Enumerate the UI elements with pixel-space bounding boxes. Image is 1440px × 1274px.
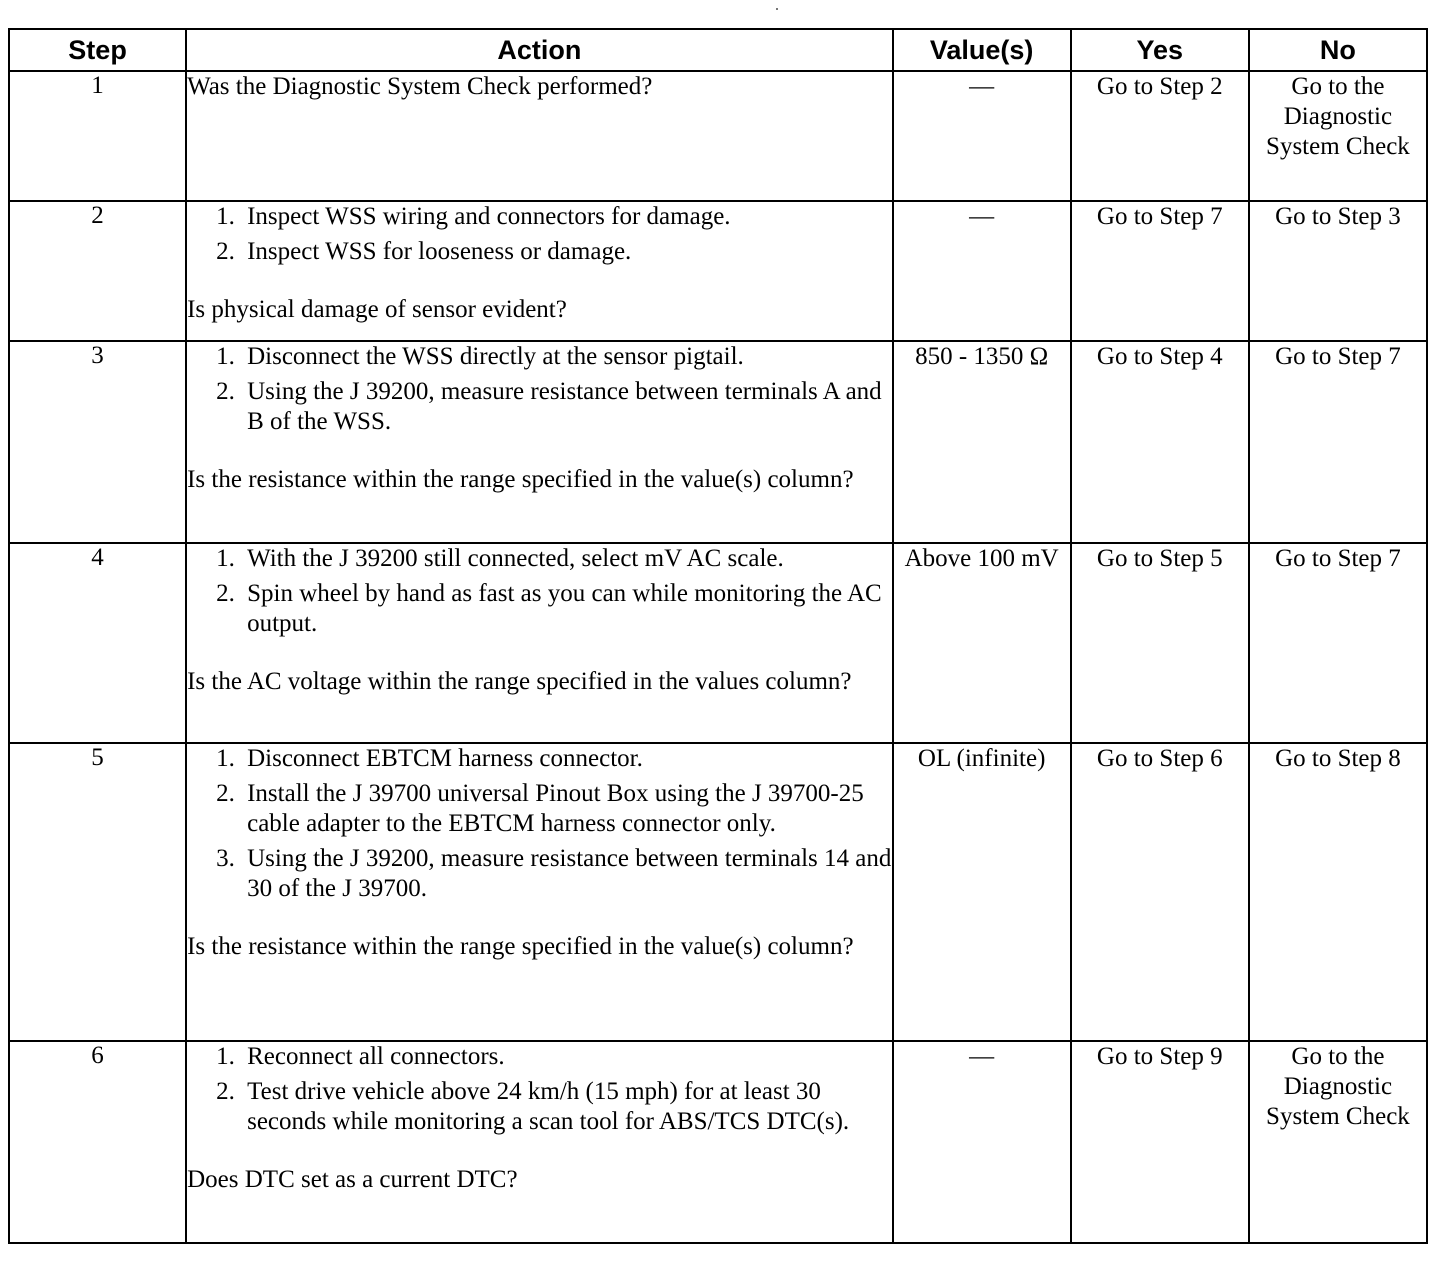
action-question: Was the Diagnostic System Check performed? (187, 73, 653, 100)
header-no: No (1249, 29, 1427, 71)
action-cell (186, 543, 892, 743)
no-cell: Go to the Diagnostic System Check (1249, 71, 1427, 201)
yes-cell: Go to Step 6 (1071, 743, 1249, 1041)
action-step-item: 2. Install the J 39700 universal Pinout Box using the J 39700-25 cable adapter to the EBTCM harness connector only. (241, 779, 891, 839)
action-cell (186, 201, 892, 341)
yes-cell: Go to Step 5 (1071, 543, 1249, 743)
step-number: 4 (9, 543, 186, 743)
table-row (9, 71, 1427, 201)
no-cell: Go to Step 8 (1249, 743, 1427, 1041)
table-row (9, 1041, 1427, 1243)
step-number: 1 (9, 71, 186, 201)
action-step-item: 1. Disconnect EBTCM harness connector. (241, 744, 891, 774)
yes-cell: Go to Step 7 (1071, 201, 1249, 341)
no-cell: Go to Step 7 (1249, 543, 1427, 743)
value-cell: — (893, 201, 1071, 341)
action-step-item: 1. Inspect WSS wiring and connectors for damage. (241, 202, 891, 232)
action-cell (186, 743, 892, 1041)
no-cell: Go to Step 7 (1249, 341, 1427, 543)
action-steps (187, 744, 891, 904)
table-header-row (9, 29, 1427, 71)
action-steps (187, 342, 891, 437)
no-cell: Go to the Diagnostic System Check (1249, 1041, 1427, 1243)
action-step-item: 1. With the J 39200 still connected, select mV AC scale. (241, 544, 891, 574)
yes-cell: Go to Step 4 (1071, 341, 1249, 543)
header-action: Action (186, 29, 892, 71)
value-cell: 850 - 1350 Ω (893, 341, 1071, 543)
action-steps (187, 544, 891, 639)
value-cell: OL (infinite) (893, 743, 1071, 1041)
action-step-item: 2. Inspect WSS for looseness or damage. (241, 237, 891, 267)
action-cell (186, 1041, 892, 1243)
table-row (9, 543, 1427, 743)
header-step: Step (9, 29, 186, 71)
step-number: 6 (9, 1041, 186, 1243)
action-question: Does DTC set as a current DTC? (187, 1166, 518, 1193)
step-number: 2 (9, 201, 186, 341)
action-steps (187, 202, 891, 267)
action-question: Is the resistance within the range specified in the value(s) column? (187, 933, 854, 960)
yes-cell: Go to Step 9 (1071, 1041, 1249, 1243)
action-steps (187, 1042, 891, 1137)
action-step-item: 3. Using the J 39200, measure resistance between terminals 14 and 30 of the J 39700. (241, 844, 891, 904)
table-row (9, 341, 1427, 543)
action-question: Is the AC voltage within the range specified in the values column? (187, 668, 852, 695)
table-row (9, 743, 1427, 1041)
action-cell (186, 71, 892, 201)
scan-speck (776, 8, 778, 10)
step-number: 5 (9, 743, 186, 1041)
action-step-item: 1. Disconnect the WSS directly at the sensor pigtail. (241, 342, 891, 372)
action-step-item: 1. Reconnect all connectors. (241, 1042, 891, 1072)
action-cell (186, 341, 892, 543)
no-cell: Go to Step 3 (1249, 201, 1427, 341)
action-step-item: 2. Using the J 39200, measure resistance between terminals A and B of the WSS. (241, 377, 891, 437)
action-question: Is physical damage of sensor evident? (187, 296, 567, 323)
yes-cell: Go to Step 2 (1071, 71, 1249, 201)
value-cell: — (893, 1041, 1071, 1243)
value-cell: — (893, 71, 1071, 201)
step-number: 3 (9, 341, 186, 543)
action-question: Is the resistance within the range specified in the value(s) column? (187, 466, 854, 493)
action-step-item: 2. Spin wheel by hand as fast as you can while monitoring the AC output. (241, 579, 891, 639)
value-cell: Above 100 mV (893, 543, 1071, 743)
action-step-item: 2. Test drive vehicle above 24 km/h (15 mph) for at least 30 seconds while monitoring a scan tool for ABS/TCS DTC(s). (241, 1077, 891, 1137)
header-values: Value(s) (893, 29, 1071, 71)
table-row (9, 201, 1427, 341)
diagnostic-table (8, 28, 1428, 1244)
header-yes: Yes (1071, 29, 1249, 71)
